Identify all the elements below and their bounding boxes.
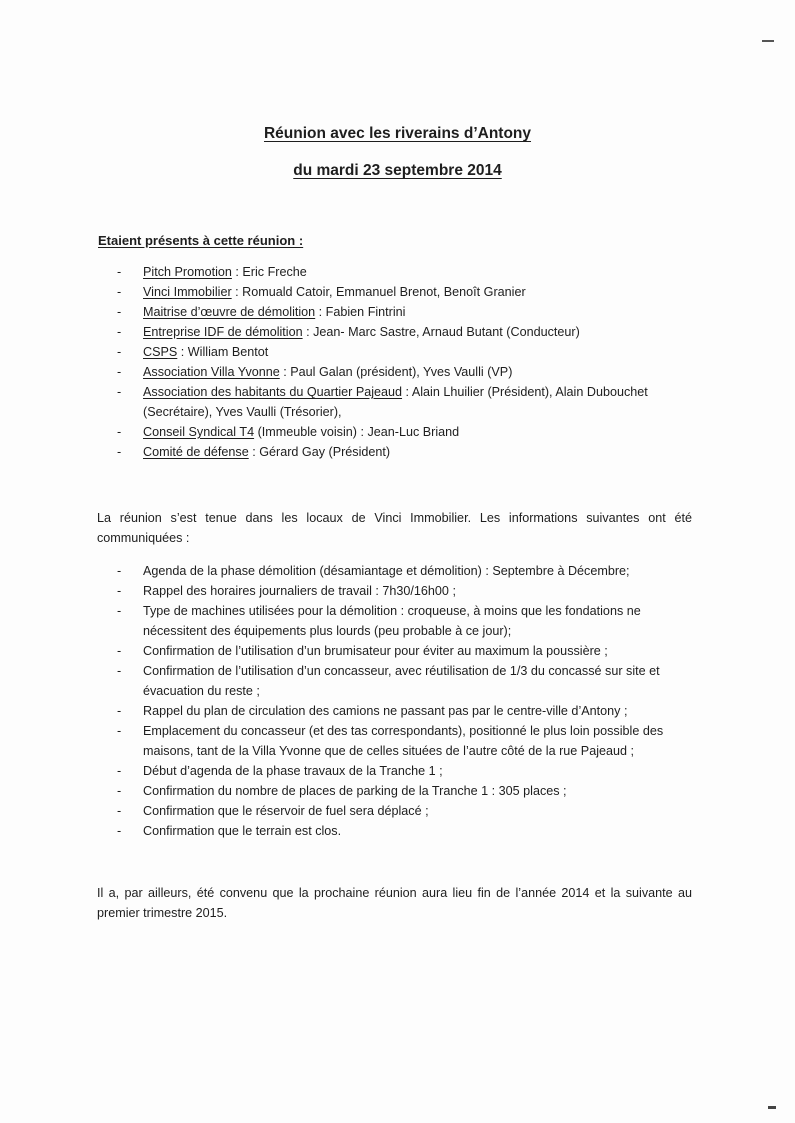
list-item: - Comité de défense : Gérard Gay (Président): [117, 442, 677, 462]
list-item: - Entreprise IDF de démolition : Jean- Marc Sastre, Arnaud Butant (Conducteur): [117, 322, 677, 342]
list-item: - Agenda de la phase démolition (désamiantage et démolition) : Septembre à Décembre;: [117, 561, 685, 581]
list-item: - Rappel des horaires journaliers de travail : 7h30/16h00 ;: [117, 581, 685, 601]
list-item: - Association des habitants du Quartier Pajeaud : Alain Lhuilier (Président), Alain Dubouchet (Secrétaire), Yves Vaulli (Trésorier),: [117, 382, 677, 422]
list-item: - Pitch Promotion : Eric Freche: [117, 262, 677, 282]
list-item: - Association Villa Yvonne : Paul Galan (président), Yves Vaulli (VP): [117, 362, 677, 382]
list-item: - Maitrise d’œuvre de démolition : Fabien Fintrini: [117, 302, 677, 322]
list-item: - Confirmation du nombre de places de parking de la Tranche 1 : 305 places ;: [117, 781, 685, 801]
information-list: [117, 561, 685, 841]
list-item: - CSPS : William Bentot: [117, 342, 677, 362]
list-item: - Confirmation de l’utilisation d’un brumisateur pour éviter au maximum la poussière ;: [117, 641, 685, 661]
scan-mark: [768, 1106, 776, 1109]
closing-paragraph: Il a, par ailleurs, été convenu que la prochaine réunion aura lieu fin de l’année 2014 et la suivante au premier trimestre 2015.: [97, 886, 692, 920]
document-title: Réunion avec les riverains d’Antony: [263, 125, 532, 142]
scan-mark: [762, 40, 774, 42]
list-item: - Emplacement du concasseur (et des tas correspondants), positionné le plus loin possible des maisons, tant de la Villa Yvonne que de celles situées de l’autre côté de la rue Pajeaud ;: [117, 721, 685, 761]
list-item: - Rappel du plan de circulation des camions ne passant pas par le centre-ville d’Antony ;: [117, 701, 685, 721]
list-item: - Confirmation que le terrain est clos.: [117, 821, 685, 841]
list-item: - Confirmation de l’utilisation d’un concasseur, avec réutilisation de 1/3 du concassé sur site et évacuation du reste ;: [117, 661, 685, 701]
document-date: du mardi 23 septembre 2014: [293, 162, 502, 179]
list-item: - Confirmation que le réservoir de fuel sera déplacé ;: [117, 801, 685, 821]
list-item: - Conseil Syndical T4 (Immeuble voisin) : Jean-Luc Briand: [117, 422, 677, 442]
intro-paragraph: La réunion s’est tenue dans les locaux de Vinci Immobilier. Les informations suivantes ont été communiquées :: [97, 511, 692, 545]
list-item: - Type de machines utilisées pour la démolition : croqueuse, à moins que les fondations ne nécessitent des équipements plus lourds (peu probable à ce jour);: [117, 601, 685, 641]
attendees-heading: Etaient présents à cette réunion :: [98, 233, 304, 248]
list-item: - Début d’agenda de la phase travaux de la Tranche 1 ;: [117, 761, 685, 781]
list-item: - Vinci Immobilier : Romuald Catoir, Emmanuel Brenot, Benoît Granier: [117, 282, 677, 302]
attendees-list: [117, 262, 677, 462]
